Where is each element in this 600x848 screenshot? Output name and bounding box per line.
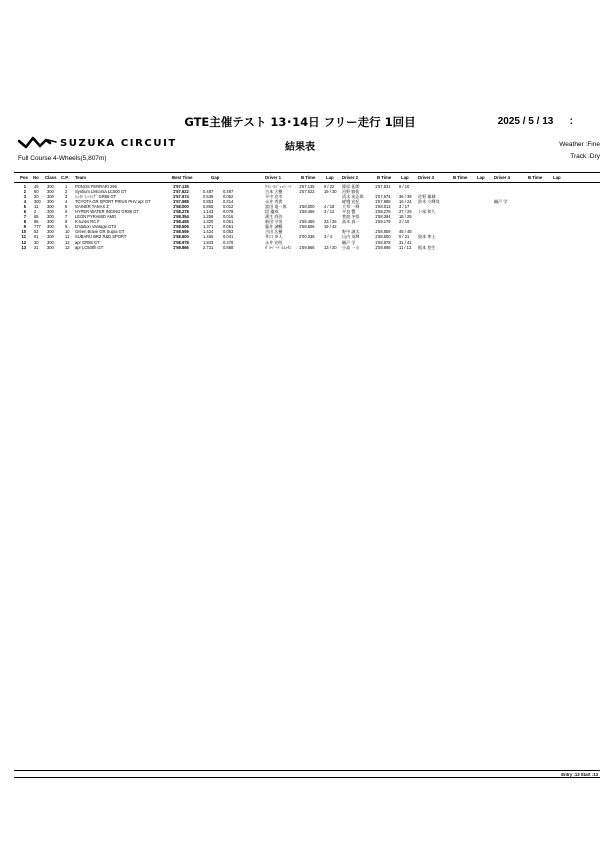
cell-btime2: 1'58.978 — [375, 239, 391, 245]
cell-driver2: 清水 英志郎 — [342, 194, 364, 200]
cell-lap1: 19 / 30 — [324, 189, 337, 195]
cell-best-time: 1'57.674 — [173, 194, 189, 200]
cell-gap-to-prev: 0.012 — [223, 204, 234, 210]
cell-lap2: 8 / 10 — [399, 184, 410, 189]
cell-pos: 5 — [23, 204, 26, 210]
cell-class: 300 — [47, 189, 54, 195]
track-info: Track :Dry — [570, 153, 600, 160]
cell-gap-to-prev: 0.314 — [223, 199, 234, 205]
cell-driver1: ｹｲﾝ･ｺｼﾞｪｯﾊﾟｰﾉ — [265, 184, 292, 189]
col-driver1: Driver 1 — [265, 175, 282, 180]
cell-lap2: 16 / 24 — [399, 199, 412, 205]
cell-cp: 1 — [65, 184, 68, 189]
cell-no: 65 — [34, 214, 39, 220]
cell-driver2: 高木 真一 — [342, 219, 360, 225]
cell-team: HYPER WATER INGING GR86 GT — [75, 209, 139, 215]
cell-no: 2 — [34, 209, 37, 215]
cell-driver2: 河野 駿佑 — [342, 189, 360, 195]
cell-cp: 2 — [65, 189, 68, 195]
cell-driver3: 卜部 和久 — [418, 209, 436, 215]
cell-pos: 4 — [23, 199, 26, 205]
cell-team: K-tunes RC F — [75, 219, 100, 225]
cell-btime2: 1'57.674 — [375, 194, 391, 200]
cell-btime1: 1'58.466 — [299, 209, 315, 215]
cell-class: 300 — [47, 209, 54, 215]
cell-gap-to-prev: 0.378 — [223, 239, 234, 245]
cell-cp: 13 — [65, 244, 70, 250]
cell-class: 300 — [47, 219, 54, 225]
weather-info: Weather :Fine — [559, 141, 600, 148]
cell-btime2: 1'58.278 — [375, 209, 391, 215]
cell-no: 300 — [34, 199, 41, 205]
entry-start-count: Entry :13 Start :13 — [561, 772, 598, 777]
cell-best-time: 1'58.559 — [173, 229, 189, 235]
cell-driver1: 蒲生 尚弥 — [265, 214, 283, 220]
cell-btime2: 1'59.179 — [375, 219, 391, 225]
cell-pos: 2 — [23, 189, 26, 195]
cell-team: SUBARU BRZ R&D SPORT — [75, 234, 127, 240]
cell-team: GAINER TANAX Z — [75, 204, 109, 210]
cell-best-time: 1'58.394 — [173, 214, 189, 220]
col-btime4: B Time — [528, 175, 543, 180]
results-heading: 結果表 — [285, 142, 315, 153]
cell-driver1: ｶﾞﾙﾍﾞｰﾄﾞﾙﾑｯﾀﾝ — [265, 244, 292, 250]
cell-pos: 11 — [21, 234, 26, 240]
cell-team: LEON PYRAMID AMG — [75, 214, 117, 220]
cell-class: 300 — [47, 244, 54, 250]
cell-lap2: 36 / 39 — [399, 194, 412, 200]
cell-cp: 3 — [65, 194, 68, 200]
cell-class: 300 — [47, 229, 54, 235]
cell-pos: 13 — [21, 244, 26, 250]
col-class: Class — [45, 175, 57, 180]
cell-lap1: 3 / 12 — [324, 209, 335, 215]
results-table — [0, 184, 600, 250]
cell-gap-to-prev: 0.888 — [223, 244, 234, 250]
cell-driver1: 平中 克幸 — [265, 194, 283, 200]
cell-gap-to-top: 1.371 — [203, 224, 214, 230]
cell-class: 300 — [47, 204, 54, 210]
col-lap3: Lap — [477, 175, 485, 180]
cell-team: PONOS FERRARI 296 — [75, 184, 117, 189]
cell-class: 300 — [47, 194, 54, 200]
cell-team: Syntium LMcorsa LC500 GT — [75, 189, 127, 195]
cell-btime1: 1'58.506 — [299, 224, 315, 230]
cell-driver2: 篠原 拓朗 — [342, 184, 360, 189]
cell-btime1: 2'00.035 — [299, 234, 315, 240]
cell-gap-to-prev: 0.061 — [223, 219, 234, 225]
cell-best-time: 1'58.978 — [173, 239, 189, 245]
cell-best-time: 1'58.000 — [173, 204, 189, 210]
cell-driver1: 新田 守男 — [265, 219, 283, 225]
cell-driver2: 嵯峨 宏紀 — [342, 199, 360, 205]
cell-driver2: 平良 響 — [342, 209, 356, 215]
cell-btime2: 1'57.988 — [375, 199, 391, 205]
course-info: Full Course 4-Wheels(5,807m) — [18, 155, 107, 162]
cell-gap-to-top: 1.843 — [203, 239, 214, 245]
cell-btime1: 1'58.455 — [299, 219, 315, 225]
cell-class: 300 — [47, 234, 54, 240]
table-row — [0, 245, 600, 250]
cell-lap1: 9 / 22 — [324, 184, 335, 189]
logo-text: SUZUKA CIRCUIT — [60, 138, 177, 149]
cell-team: ｼｪｲﾄﾞﾚｰｼﾝｸﾞ GR86 GT — [75, 194, 117, 200]
footer-rule-top — [14, 770, 600, 771]
page-title: GTE主催テスト 13･14日 フリー走行 1回目 — [184, 115, 416, 129]
col-best-time: Best Time — [172, 175, 193, 180]
cell-driver3: 根本 悠生 — [418, 244, 436, 250]
cell-team: Green Brave GR Supra GT — [75, 229, 125, 235]
col-driver2: Driver 2 — [342, 175, 359, 180]
col-btime2: B Time — [377, 175, 392, 180]
cell-btime2: 1'58.013 — [375, 204, 391, 210]
cell-gap-to-top: 0.865 — [203, 204, 214, 210]
col-driver3: Driver 3 — [418, 175, 435, 180]
cell-gap-to-top: 1.259 — [203, 214, 214, 220]
col-team: Team — [75, 175, 86, 180]
cell-lap2: 3 / 17 — [399, 204, 410, 210]
cell-best-time: 1'58.506 — [173, 224, 189, 230]
cell-no: 52 — [34, 229, 39, 235]
cell-lap2: 2 / 10 — [399, 219, 410, 225]
cell-pos: 7 — [23, 214, 26, 220]
cell-lap1: 23 / 26 — [324, 219, 337, 225]
col-lap2: Lap — [401, 175, 409, 180]
cell-driver2: 小高 一斗 — [342, 244, 360, 250]
cell-team: apr LC500h GT — [75, 244, 104, 250]
cell-btime2: 1'59.866 — [375, 244, 391, 250]
cell-btime1: 1'58.000 — [299, 204, 315, 210]
cell-gap-to-prev: 0.016 — [223, 214, 234, 220]
col-cp: C.P. — [61, 175, 69, 180]
footer-rule-bottom — [14, 777, 600, 778]
cell-cp: 9 — [65, 224, 68, 230]
cell-driver1: 富田 竜一郎 — [265, 204, 287, 210]
cell-no: 45 — [34, 184, 39, 189]
cell-best-time: 1'58.278 — [173, 209, 189, 215]
cell-gap-to-prev: 0.078 — [223, 209, 234, 215]
cell-btime2: 1'57.831 — [375, 184, 391, 189]
cell-pos: 9 — [23, 224, 26, 230]
cell-cp: 12 — [65, 239, 70, 245]
cell-lap1: 13 / 20 — [324, 244, 337, 250]
cell-driver1: 永井 秀貴 — [265, 199, 283, 205]
cell-lap2: 27 / 29 — [399, 209, 412, 215]
cell-lap2: 18 / 29 — [399, 214, 412, 220]
cell-gap-to-top: 1.320 — [203, 219, 214, 225]
table-header — [0, 175, 600, 182]
cell-team: TOYOTA GR SPORT PRIUS PHV apr GT — [75, 199, 151, 205]
cell-gap-to-top: 2.731 — [203, 244, 214, 250]
cell-btime1: 1'59.866 — [299, 244, 315, 250]
report-date-text: 2025 / 5 / 13 — [497, 116, 554, 127]
cell-driver2: 野中 誠太 — [342, 229, 360, 235]
cell-best-time: 1'59.866 — [173, 244, 189, 250]
cell-gap-to-top: 0.853 — [203, 199, 214, 205]
cell-driver3: 佐野 雄城 — [418, 194, 436, 200]
cell-class: 300 — [47, 199, 54, 205]
cell-pos: 8 — [23, 219, 26, 225]
cell-gap-to-top: 1.143 — [203, 209, 214, 215]
cell-driver3: 鈴木 斗輝哉 — [418, 199, 440, 205]
cell-cp: 5 — [65, 204, 68, 210]
cell-pos: 1 — [23, 184, 26, 189]
cell-driver1: 吉本 大樹 — [265, 189, 283, 195]
cell-gap-to-prev: 0.053 — [223, 229, 234, 235]
cell-lap1: 3 / 4 — [324, 234, 332, 240]
cell-no: 31 — [34, 244, 39, 250]
col-pos: Pos — [20, 175, 28, 180]
cell-gap-to-top: 1.424 — [203, 229, 214, 235]
cell-gap-to-prev: 0.487 — [223, 189, 234, 195]
table-header-rule — [14, 182, 600, 183]
cell-gap-to-prev: 0.052 — [223, 194, 234, 200]
cell-best-time: 1'57.135 — [173, 184, 189, 189]
col-driver4: Driver 4 — [494, 175, 511, 180]
cell-btime1: 1'57.135 — [299, 184, 315, 189]
cell-gap-to-prev: 0.051 — [223, 224, 234, 230]
cell-cp: 7 — [65, 214, 68, 220]
cell-best-time: 1'57.988 — [173, 199, 189, 205]
col-gap: Gap — [211, 175, 220, 180]
cell-best-time: 1'57.622 — [173, 189, 189, 195]
cell-cp: 4 — [65, 199, 68, 205]
cell-class: 300 — [47, 214, 54, 220]
cell-gap-to-prev: 0.041 — [223, 234, 234, 240]
cell-driver1: 井口 卓人 — [265, 234, 283, 240]
cell-gap-to-top: 1.465 — [203, 234, 214, 240]
col-no: No — [33, 175, 39, 180]
report-time: : — [569, 116, 573, 127]
cell-cp: 11 — [65, 234, 70, 240]
cell-best-time: 1'58.455 — [173, 219, 189, 225]
cell-btime2: 1'58.394 — [375, 214, 391, 220]
cell-pos: 12 — [21, 239, 26, 245]
cell-lap1: 19 / 42 — [324, 224, 337, 230]
cell-no: 96 — [34, 219, 39, 225]
cell-no: 11 — [34, 204, 39, 210]
cell-btime2: 1'58.559 — [375, 229, 391, 235]
cell-driver4: 織戸 学 — [494, 199, 508, 205]
cell-class: 300 — [47, 239, 54, 245]
cell-driver1: 永井 宏明 — [265, 239, 283, 245]
cell-driver2: 織戸 学 — [342, 239, 356, 245]
col-btime3: B Time — [453, 175, 468, 180]
cell-lap2: 46 / 48 — [399, 229, 412, 235]
cell-btime2: 1'58.600 — [375, 234, 391, 240]
cell-pos: 10 — [21, 229, 26, 235]
cell-cp: 6 — [65, 209, 68, 215]
cell-no: 20 — [34, 194, 39, 200]
cell-driver1: 堤 優威 — [265, 209, 279, 215]
cell-team: apr GR86 GT — [75, 239, 100, 245]
cell-gap-to-top: 0.487 — [203, 189, 214, 195]
cell-no: 777 — [34, 224, 41, 230]
cell-team: D'station Vantage GT3 — [75, 224, 116, 230]
cell-class: 300 — [47, 184, 54, 189]
cell-driver2: 大草 一輝 — [342, 204, 360, 210]
cell-no: 30 — [34, 239, 39, 245]
cell-best-time: 1'58.600 — [173, 234, 189, 240]
cell-no: 60 — [34, 189, 39, 195]
cell-lap2: 11 / 13 — [399, 244, 412, 250]
cell-gap-to-top: 0.539 — [203, 194, 214, 200]
col-btime1: B Time — [301, 175, 316, 180]
cell-pos: 6 — [23, 209, 26, 215]
cell-driver2: 菅波 冬悟 — [342, 214, 360, 220]
cell-lap2: 5 / 21 — [399, 234, 410, 240]
cell-lap2: 31 / 41 — [399, 239, 412, 245]
cell-driver1: 藤井 誠暢 — [265, 224, 283, 230]
cell-driver1: 吉田 広樹 — [265, 229, 283, 235]
cell-driver2: 山内 英輝 — [342, 234, 360, 240]
col-lap1: Lap — [326, 175, 334, 180]
table-top-rule — [14, 172, 600, 173]
cell-driver3: 奥本 隼士 — [418, 234, 436, 240]
cell-pos: 3 — [23, 194, 26, 200]
cell-class: 300 — [47, 224, 54, 230]
col-lap4: Lap — [553, 175, 561, 180]
cell-cp: 10 — [65, 229, 70, 235]
cell-btime1: 1'57.622 — [299, 189, 315, 195]
cell-lap1: 4 / 18 — [324, 204, 335, 210]
cell-no: 61 — [34, 234, 39, 240]
report-date — [498, 116, 570, 127]
cell-cp: 8 — [65, 219, 68, 225]
